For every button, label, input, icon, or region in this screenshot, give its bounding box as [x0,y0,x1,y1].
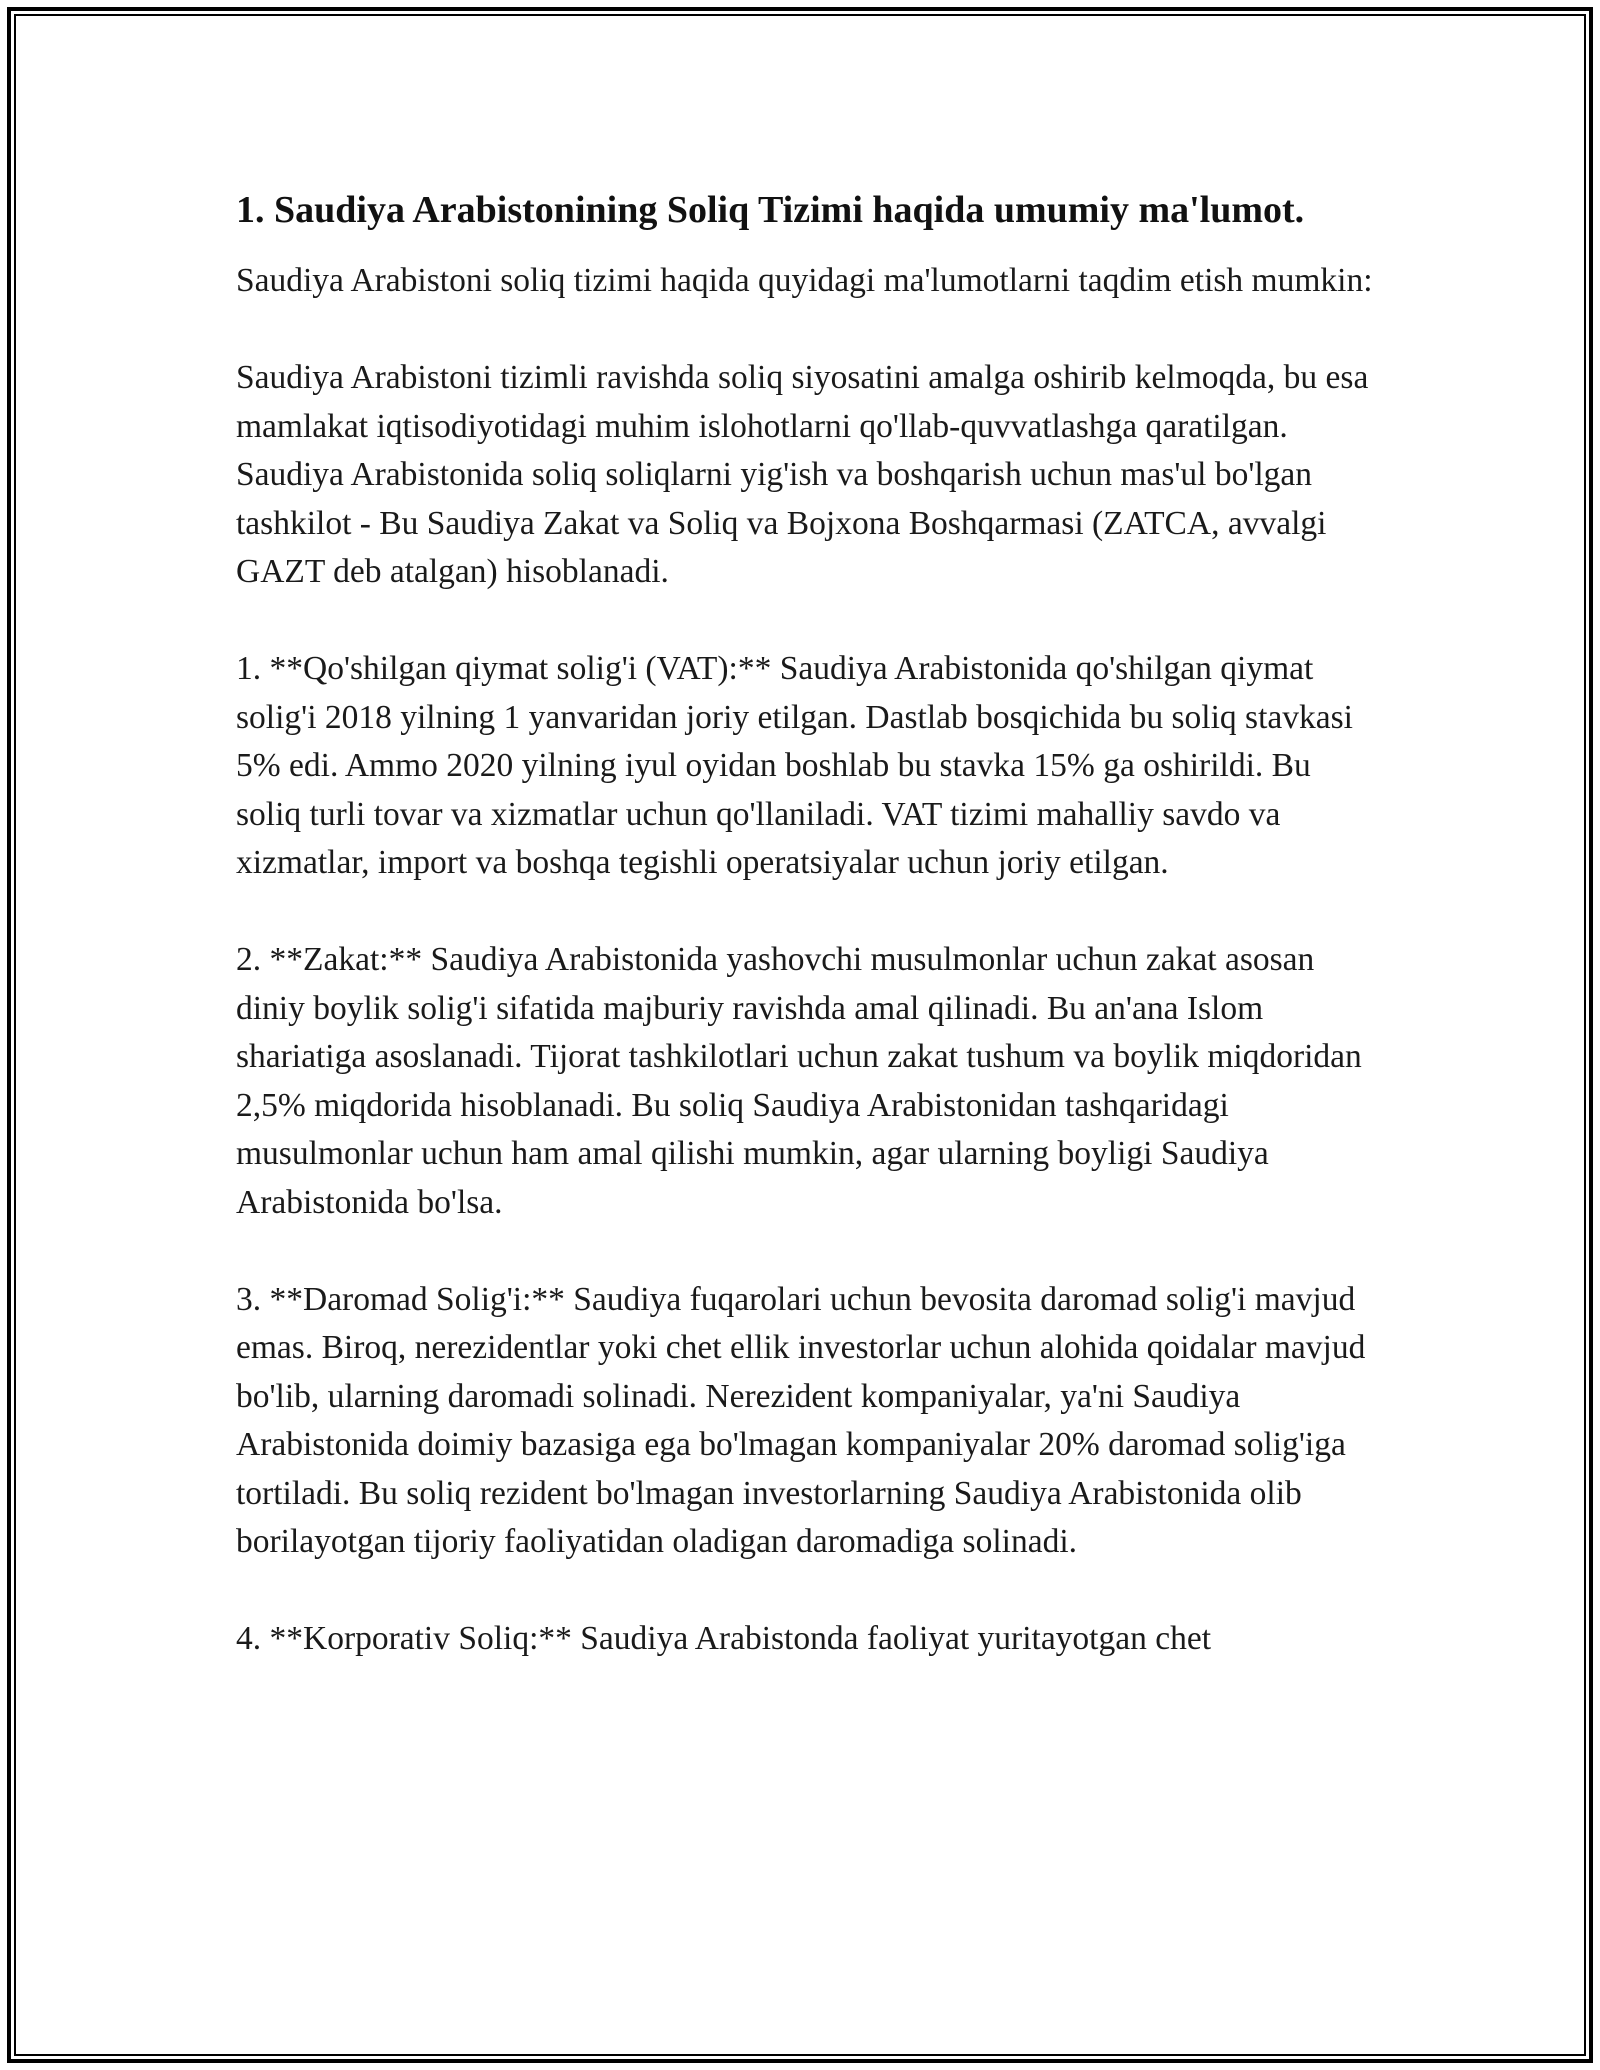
overview-paragraph: Saudiya Arabistoni tizimli ravishda soliq siyosatini amalga oshirib kelmoqda, bu esa mamlakat iqtisodiyotidagi muhim islohotlarni qo'llab-quvvatlashga qaratilgan. Saudiya Arabistonida soliq soliqlarni yig'ish va boshqarish uchun mas'ul bo'lgan tashkilot - Bu Saudiya Zakat va Soliq va Bojxona Boshqarmasi (ZATCA, avvalgi GAZT deb atalgan) hisoblanadi. [236,359,1369,590]
document-title: 1. Saudiya Arabistonining Soliq Tizimi haqida umumiy ma'lumot. [236,189,1305,231]
vat-paragraph: 1. **Qo'shilgan qiymat solig'i (VAT):** Saudiya Arabistonida qo'shilgan qiymat solig'i 2018 yilning 1 yanvaridan joriy etilgan. Dastlab bosqichida bu soliq stavkasi 5% edi. Ammo 2020 yilning iyul oyidan boshlab bu stavka 15% ga oshirildi. Bu soliq turli tovar va xizmatlar uchun qo'llaniladi. VAT tizimi mahalliy savdo va xizmatlar, import va boshqa tegishli operatsiyalar uchun joriy etilgan. [236,650,1353,881]
document-page [236,186,1376,1712]
zakat-paragraph: 2. **Zakat:** Saudiya Arabistonida yashovchi musulmonlar uchun zakat asosan diniy boylik solig'i sifatida majburiy ravishda amal qilinadi. Bu an'ana Islom shariatiga asoslanadi. Tijorat tashkilotlari uchun zakat tushum va boylik miqdoridan 2,5% miqdorida hisoblanadi. Bu soliq Saudiya Arabistonidan tashqaridagi musulmonlar uchun ham amal qilishi mumkin, agar ularning boyligi Saudiya Arabistonida bo'lsa. [236,941,1362,1221]
income-tax-paragraph: 3. **Daromad Solig'i:** Saudiya fuqarolari uchun bevosita daromad solig'i mavjud emas. Biroq, nerezidentlar yoki chet ellik investorlar uchun alohida qoidalar mavjud bo'lib, ularning daromadi solinadi. Nerezident kompaniyalar, ya'ni Saudiya Arabistonida doimiy bazasiga ega bo'lmagan kompaniyalar 20% daromad solig'iga tortiladi. Bu soliq rezident bo'lmagan investorlarning Saudiya Arabistonida olib borilayotgan tijoriy faoliyatidan oladigan daromadiga solinadi. [236,1280,1366,1560]
corporate-tax-paragraph: 4. **Korporativ Soliq:** Saudiya Arabistonda faoliyat yuritayotgan chet [236,1620,1212,1657]
intro-paragraph: Saudiya Arabistoni soliq tizimi haqida quyidagi ma'lumotlarni taqdim etish mumkin: [236,262,1373,299]
